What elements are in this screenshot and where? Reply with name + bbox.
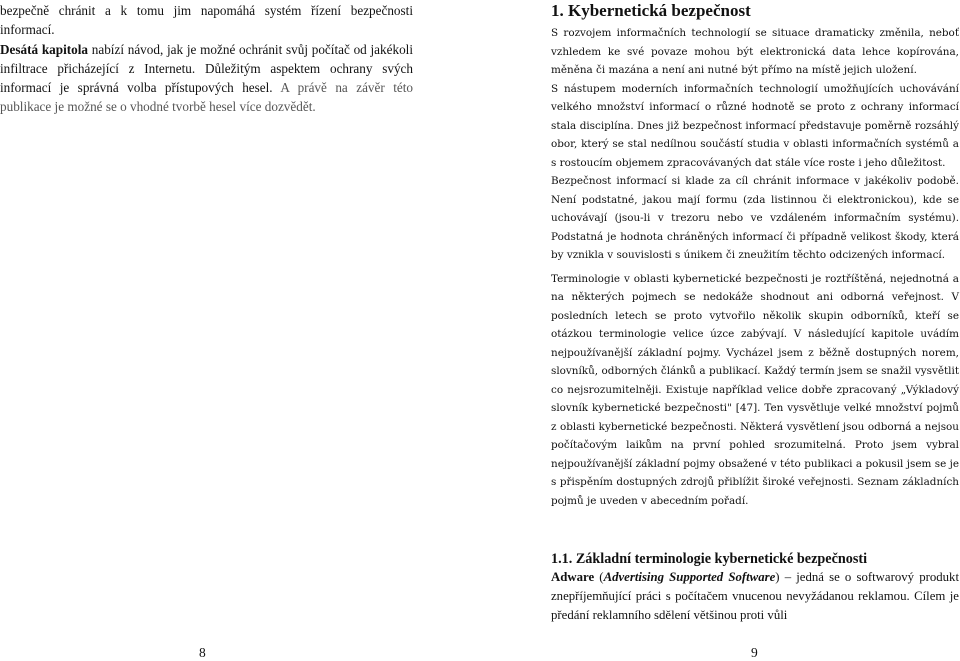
adware-term: Adware <box>551 570 595 584</box>
chapter10-text: nabízí návod, jak je možné ochránit svůj počítač od jakékoli infiltrace přicházející z Internetu. Důležitým aspektem ochrany svých informací je správná volba přístupových hesel. <box>0 41 413 96</box>
body-paragraph-4: Terminologie v oblasti kybernetické bezpečnosti je roztříštěná, nejednotná a na některých pojmech se nedokáže shodnout ani odborná veřejnost. V posledních letech se proto vytvořilo několik skupin odborníků, kteří se otázkou terminologie velice úzce zabývají. V následující kapitole uvádím nejpoužívanější základní pojmy. Vycházel jsem z běžně dostupných norem, slovníků, odborných článků a publikací. Každý termín jsem se snažil vysvětlit co nejsrozumitelněji. Existuje například velice dobře zpracovaný „Výkladový slovník kybernetické bezpečnosti" [47]. Ten vysvětluje velké množství pojmů z oblasti kybernetické bezpečnosti. Některá vysvětlení jsou odborná a nejsou počítačovým laikům na první pohled srozumitelná. Proto jsem vybral nejpoužívanější základní pojmy obsažené v této publikaci a pokusil jsem se je s přispěním dostupných zdrojů přiblížit široké veřejnosti. Seznam základních pojmů je uveden v abecedním pořadí. <box>551 272 959 507</box>
left-paragraph-1: bezpečně chránit a k tomu jim napomáhá systém řízení bezpečnosti informací. <box>0 3 413 38</box>
chapter-title: 1. Kybernetická bezpečnost <box>551 1 751 20</box>
right-page <box>551 0 960 660</box>
page-number-left: 8 <box>199 645 206 660</box>
adware-expansion: Advertising Supported Software <box>603 570 776 584</box>
left-paragraph-2 <box>0 40 413 117</box>
body-paragraph-1: S rozvojem informačních technologií se situace dramaticky změnila, neboť vzhledem ke své povaze mohou být elektronická data lehce kopírována, měněna či mazána a není ani nutné být přímo na místě jejich uložení. <box>551 27 959 76</box>
page-number-right: 9 <box>751 645 758 660</box>
adware-definition <box>551 568 959 626</box>
definition-paragraph: Adware (Advertising Supported Software) – jedná se o softwarový produkt znepříjemňující práci s počítačem vnucenou nevyžádanou reklamou. Cílem je předání reklamního sdělení většinou proti vůli <box>551 570 960 623</box>
closing-text: A právě na závěr této publikace je možné se o vhodné tvorbě hesel více dozvědět. <box>0 80 413 115</box>
body-paragraph-2: S nástupem moderních informačních technologií umožňujících uchovávání velkého množství informací o různé hodnotě se proto z ochrany informací stala disciplína. Dnes již bezpečnost informací představuje poměrně rozsáhlý obor, který se stal nedílnou součástí studia v oblasti informačních systémů a s rostoucím objemem zpracovávaných dat stále více roste i jeho důležitost. <box>551 82 959 169</box>
adware-definition-text: – jedná se o softwarový produkt znepříjemňující práci s počítačem vnucenou nevyžádanou reklamou. Cílem je předání reklamního sdělení většinou proti vůli <box>551 570 960 623</box>
section-title: 1.1. Základní terminologie kybernetické bezpečnosti <box>551 551 868 567</box>
chapter10-label: Desátá kapitola <box>0 41 89 57</box>
left-page <box>0 0 420 660</box>
body-paragraph-3: Bezpečnost informací si klade za cíl chránit informace v jakékoliv podobě. Není podstatné, jakou mají formu (zda listinnou či elektronickou), kde se uchovávají (jsou-li v trezoru nebo ve vzdáleném informačním systému). Podstatná je hodnota chráněných informací či případně velikost škody, která by vznikla v souvislosti s únikem či zneužitím těchto odcizených informací. <box>551 175 959 261</box>
chapter-body <box>551 24 959 510</box>
left-page-text <box>0 1 413 117</box>
